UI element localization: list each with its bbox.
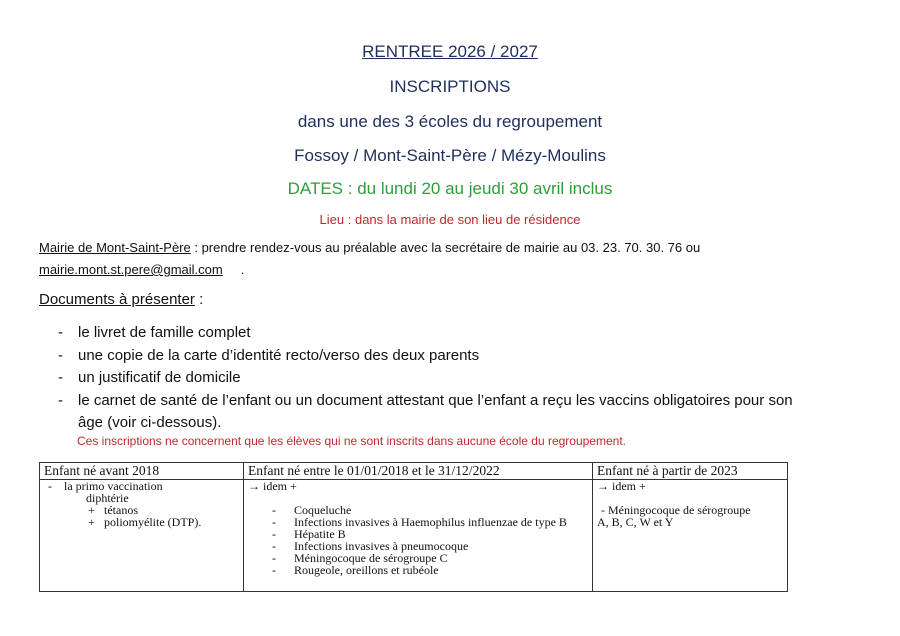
list-item-text: le carnet de santé de l’enfant ou un document attestant que l’enfant a reçu les vaccins obligatoires pour son xyxy=(78,391,793,409)
documents-heading-text: Documents à présenter xyxy=(39,291,195,308)
email-line xyxy=(39,262,244,277)
contact-text: : prendre rendez-vous au préalable avec la secrétaire de mairie au 03. 23. 70. 30. 76 ou xyxy=(190,240,701,255)
list-item xyxy=(44,516,239,528)
dash-marker: - xyxy=(58,369,63,386)
list-item xyxy=(58,345,793,368)
list-item-text: diphtérie xyxy=(86,491,129,505)
schools-line: dans une des 3 écoles du regroupement xyxy=(297,112,603,131)
dash-marker: - xyxy=(58,346,63,364)
dash-marker: - xyxy=(58,391,63,409)
list-item-text: Hépatite B xyxy=(294,527,346,541)
table-row xyxy=(40,480,788,592)
list-item xyxy=(44,480,239,492)
documents-list xyxy=(58,322,793,435)
list-item-text: Coqueluche xyxy=(294,503,352,517)
list-item-text: tétanos xyxy=(104,503,138,517)
list-item xyxy=(248,564,588,576)
list-item-text: - Méningocoque de sérogroupe xyxy=(601,503,751,517)
email-link[interactable]: mairie.mont.st.pere@gmail.com xyxy=(39,262,223,277)
dash-marker: - xyxy=(272,527,276,541)
contact-line xyxy=(39,240,700,255)
table-header: Enfant né avant 2018 xyxy=(40,463,244,480)
dash-marker: - xyxy=(272,539,276,553)
documents-heading-colon: : xyxy=(194,291,204,308)
list-item-text: Rougeole, oreillons et rubéole xyxy=(294,563,439,577)
documents-heading xyxy=(39,291,203,308)
table-header: Enfant né à partir de 2023 xyxy=(593,463,788,480)
list-item-text: Infections invasives à Haemophilus influenzae de type B xyxy=(294,515,567,529)
dash-marker: - xyxy=(58,324,63,341)
list-item xyxy=(58,322,793,345)
idem-line: → idem + xyxy=(597,479,646,493)
location-line: Lieu : dans la mairie de son lieu de résidence xyxy=(319,212,581,227)
table-cell-before-2018 xyxy=(40,480,244,592)
towns-line: Fossoy / Mont-Saint-Père / Mézy-Moulins xyxy=(294,146,606,165)
list-item-text: un justificatif de domicile xyxy=(78,369,241,386)
list-item-continuation: âge (voir ci-dessous). xyxy=(78,414,222,431)
vaccination-table xyxy=(39,462,788,592)
table-cell-from-2023 xyxy=(593,480,788,592)
list-item-text: Infections invasives à pneumocoque xyxy=(294,539,469,553)
registration-note: Ces inscriptions ne concernent que les élèves qui ne sont inscrits dans aucune école du regroupement. xyxy=(77,434,626,448)
page-subtitle: INSCRIPTIONS xyxy=(389,77,511,96)
idem-line: → idem + xyxy=(248,479,297,493)
plus-marker: + xyxy=(88,515,95,529)
list-item xyxy=(58,390,793,413)
dash-marker: - xyxy=(272,551,276,565)
dash-marker: - xyxy=(272,563,276,577)
list-item-text: une copie de la carte d’identité recto/verso des deux parents xyxy=(78,346,480,364)
email-dot: . xyxy=(240,262,245,277)
list-item-text: poliomyélite (DTP). xyxy=(104,515,202,529)
page-title: RENTREE 2026 / 2027 xyxy=(362,42,538,61)
table-cell-2018-2022 xyxy=(244,480,593,592)
list-item-text: la primo vaccination xyxy=(64,479,163,493)
list-item-text: Méningocoque de sérogroupe C xyxy=(294,551,448,565)
list-item xyxy=(58,367,793,390)
plus-marker: + xyxy=(88,503,95,517)
list-item-text: le livret de famille complet xyxy=(78,324,251,341)
vaccine-list xyxy=(248,504,588,576)
table-header-row xyxy=(40,463,788,480)
dash-marker: - xyxy=(48,479,52,493)
dash-marker: - xyxy=(272,515,276,529)
mairie-name: Mairie de Mont-Saint-Père xyxy=(39,240,191,255)
list-item-text: A, B, C, W et Y xyxy=(597,515,674,529)
dates-line: DATES : du lundi 20 au jeudi 30 avril inclus xyxy=(287,179,613,198)
dash-marker: - xyxy=(272,503,276,517)
table-header: Enfant né entre le 01/01/2018 et le 31/12/2022 xyxy=(244,463,593,480)
